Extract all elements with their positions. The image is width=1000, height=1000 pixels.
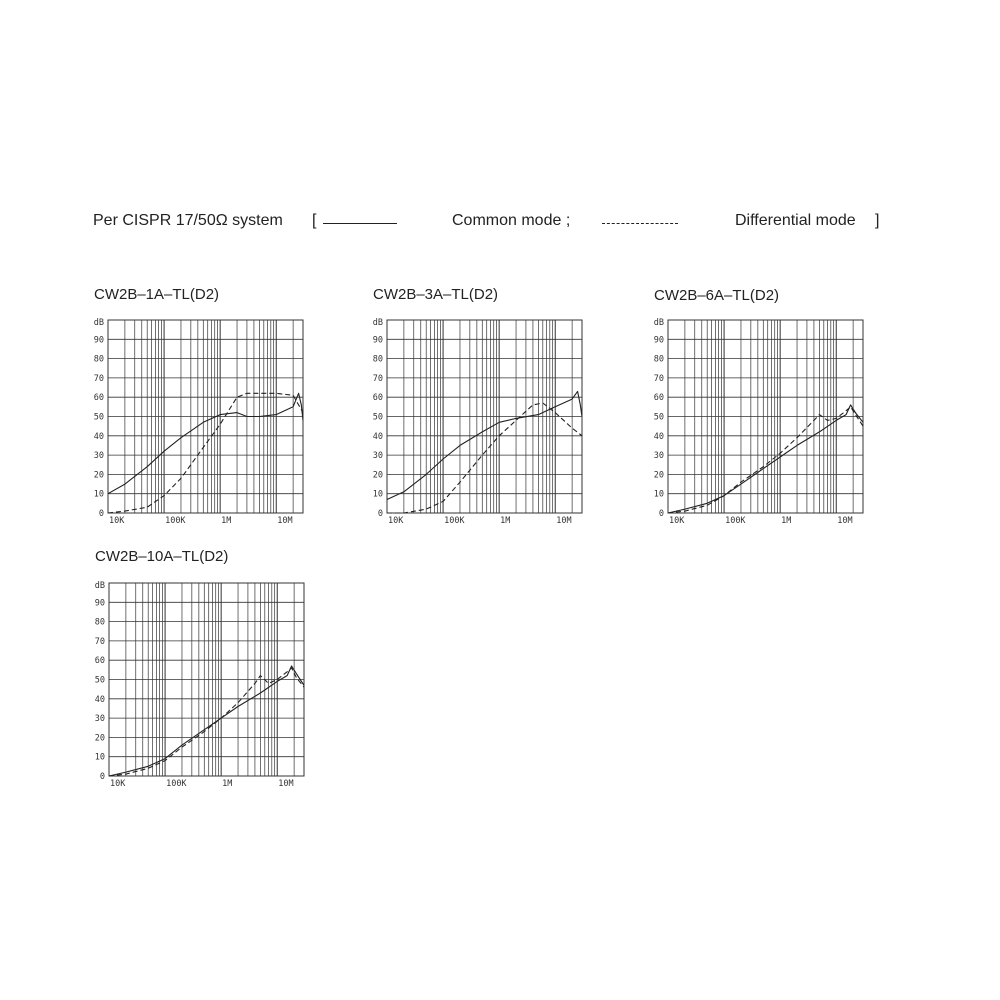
y-tick-label: 70 xyxy=(372,373,383,384)
chart-1 xyxy=(80,315,310,530)
x-tick-label: 10K xyxy=(669,516,685,526)
y-tick-label: 30 xyxy=(653,451,664,462)
y-tick-label: 80 xyxy=(93,354,104,365)
x-tick-label: 1M xyxy=(222,779,233,789)
legend-bracket-close: ] xyxy=(875,212,880,229)
y-tick-label: 10 xyxy=(93,489,104,500)
chart-title-2: CW2B–3A–TL(D2) xyxy=(373,286,499,303)
y-axis-label: dB xyxy=(653,318,664,328)
x-tick-label: 100K xyxy=(725,516,746,526)
x-tick-label: 10K xyxy=(109,516,125,526)
x-tick-label: 1M xyxy=(781,516,792,526)
chart-2 xyxy=(359,315,589,530)
chart-title-1: CW2B–1A–TL(D2) xyxy=(94,286,220,303)
y-tick-label: 30 xyxy=(372,451,383,462)
y-tick-label: 30 xyxy=(93,451,104,462)
x-tick-label: 10M xyxy=(277,516,293,526)
system-label: Per CISPR 17/50Ω system xyxy=(93,212,283,229)
chart-title-4: CW2B–10A–TL(D2) xyxy=(95,548,229,565)
y-tick-label: 10 xyxy=(94,752,105,763)
y-tick-label: 20 xyxy=(653,470,664,481)
y-tick-label: 90 xyxy=(372,335,383,346)
y-tick-label: 70 xyxy=(653,373,664,384)
x-tick-label: 100K xyxy=(165,516,186,526)
common-mode-label: Common mode ; xyxy=(452,212,571,229)
y-tick-label: 70 xyxy=(94,636,105,647)
y-tick-label: 10 xyxy=(653,489,664,500)
y-tick-label: 50 xyxy=(653,412,664,423)
x-tick-label: 1M xyxy=(500,516,511,526)
y-tick-label: 40 xyxy=(372,431,383,442)
y-tick-label: 70 xyxy=(93,373,104,384)
chart-3 xyxy=(640,315,870,530)
y-tick-label: 0 xyxy=(658,509,664,519)
y-tick-label: 30 xyxy=(94,714,105,725)
x-tick-label: 100K xyxy=(444,516,465,526)
differential-mode-label: Differential mode xyxy=(735,212,856,229)
y-tick-label: 60 xyxy=(94,656,105,667)
y-tick-label: 80 xyxy=(94,617,105,628)
x-tick-label: 1M xyxy=(221,516,232,526)
y-tick-label: 10 xyxy=(372,489,383,500)
y-axis-label: dB xyxy=(94,581,105,591)
legend-row xyxy=(0,212,1000,236)
x-tick-label: 10M xyxy=(556,516,572,526)
y-tick-label: 40 xyxy=(93,431,104,442)
y-tick-label: 60 xyxy=(93,393,104,404)
y-tick-label: 50 xyxy=(93,412,104,423)
y-tick-label: 90 xyxy=(653,335,664,346)
y-axis-label: dB xyxy=(372,318,383,328)
y-tick-label: 80 xyxy=(372,354,383,365)
x-tick-label: 10K xyxy=(388,516,404,526)
y-tick-label: 20 xyxy=(94,733,105,744)
y-tick-label: 20 xyxy=(93,470,104,481)
solid-line-swatch xyxy=(323,223,397,224)
y-tick-label: 90 xyxy=(94,598,105,609)
legend-bracket-open: [ xyxy=(312,212,317,229)
y-tick-label: 0 xyxy=(98,509,104,519)
y-tick-label: 20 xyxy=(372,470,383,481)
y-tick-label: 40 xyxy=(653,431,664,442)
y-tick-label: 60 xyxy=(372,393,383,404)
x-tick-label: 10M xyxy=(837,516,853,526)
y-tick-label: 40 xyxy=(94,694,105,705)
y-tick-label: 90 xyxy=(93,335,104,346)
y-tick-label: 50 xyxy=(372,412,383,423)
y-axis-label: dB xyxy=(93,318,104,328)
chart-title-3: CW2B–6A–TL(D2) xyxy=(654,287,780,304)
dashed-line-swatch xyxy=(602,223,678,224)
y-tick-label: 0 xyxy=(377,509,383,519)
y-tick-label: 0 xyxy=(99,772,105,782)
chart-4 xyxy=(81,578,311,793)
y-tick-label: 50 xyxy=(94,675,105,686)
y-tick-label: 80 xyxy=(653,354,664,365)
y-tick-label: 60 xyxy=(653,393,664,404)
x-tick-label: 10K xyxy=(110,779,126,789)
x-tick-label: 100K xyxy=(166,779,187,789)
x-tick-label: 10M xyxy=(278,779,294,789)
